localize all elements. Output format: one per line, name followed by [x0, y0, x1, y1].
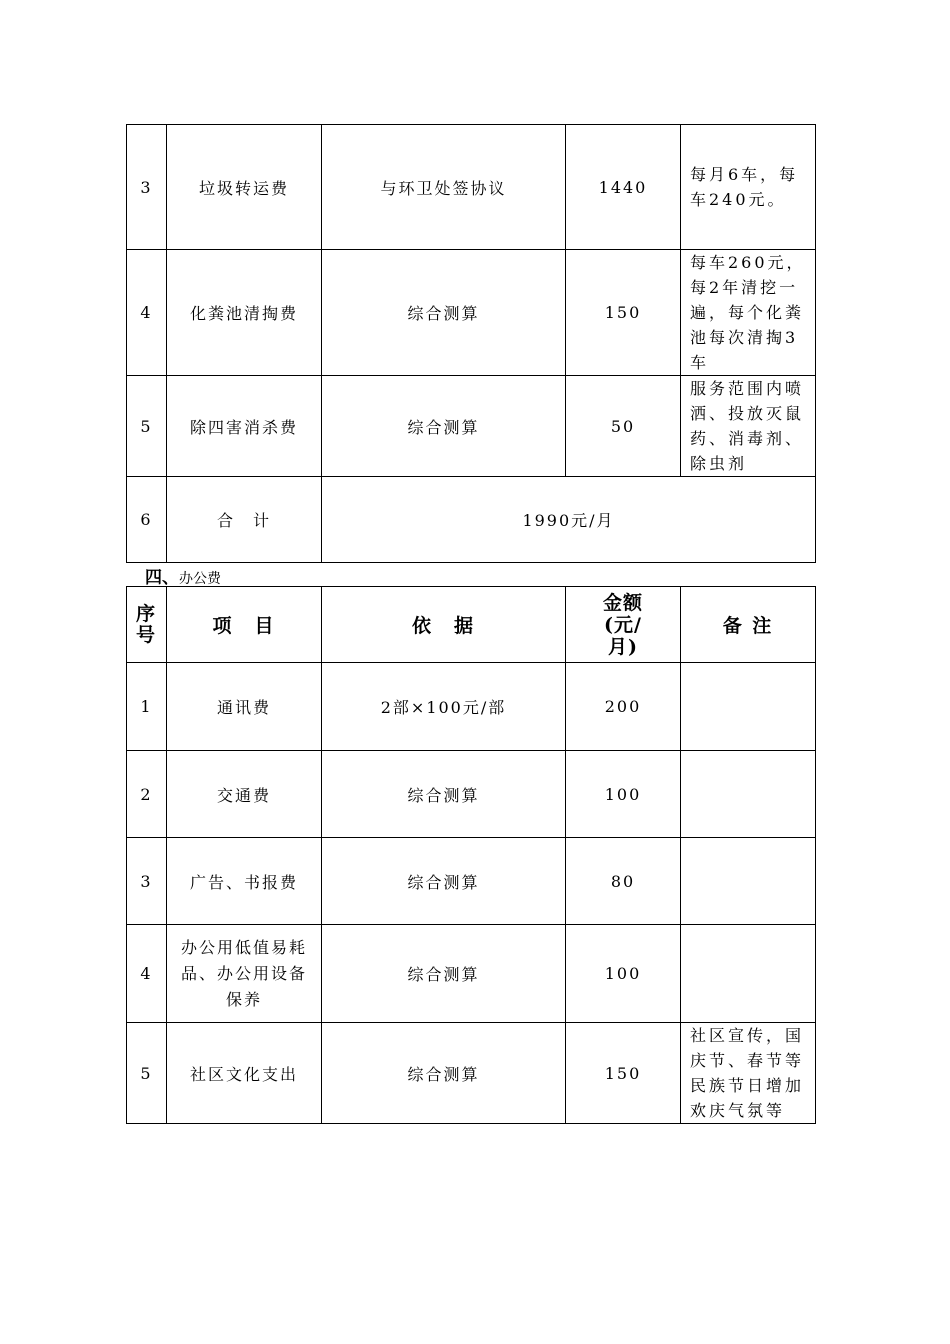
total-label: 合 计 [167, 477, 322, 563]
table-row [127, 376, 816, 477]
note [681, 663, 816, 751]
total-row [127, 477, 816, 563]
header-number: 序号 [127, 587, 167, 663]
item-name: 社区文化支出 [167, 1023, 322, 1124]
amount: 100 [566, 925, 681, 1023]
header-note: 备 注 [681, 587, 816, 663]
section-number: 四、 [145, 568, 179, 588]
basis: 综合测算 [322, 1023, 566, 1124]
basis: 综合测算 [322, 838, 566, 925]
office-expense-table [126, 586, 816, 1124]
item-name: 办公用低值易耗品、办公用设备保养 [167, 925, 322, 1023]
table-row [127, 838, 816, 925]
amount: 150 [566, 250, 681, 376]
note: 服务范围内喷洒、投放灭鼠药、消毒剂、除虫剂 [681, 376, 816, 477]
table-row [127, 925, 816, 1023]
note [681, 838, 816, 925]
total-value: 1990元/月 [322, 477, 816, 563]
item-name: 垃圾转运费 [167, 125, 322, 250]
item-name: 交通费 [167, 751, 322, 838]
basis: 综合测算 [322, 250, 566, 376]
cleaning-fee-table [126, 124, 816, 563]
amount: 50 [566, 376, 681, 477]
amount: 100 [566, 751, 681, 838]
table-row [127, 125, 816, 250]
row-number: 5 [127, 1023, 167, 1124]
row-number: 4 [127, 925, 167, 1023]
header-amount: 金额(元/月) [566, 587, 681, 663]
amount: 150 [566, 1023, 681, 1124]
basis: 综合测算 [322, 751, 566, 838]
table-row [127, 1023, 816, 1124]
row-number: 1 [127, 663, 167, 751]
note: 每车260元，每2年清挖一遍，每个化粪池每次清掏3车 [681, 250, 816, 376]
amount: 80 [566, 838, 681, 925]
note [681, 751, 816, 838]
row-number: 6 [127, 477, 167, 563]
amount: 1440 [566, 125, 681, 250]
row-number: 3 [127, 838, 167, 925]
item-name: 除四害消杀费 [167, 376, 322, 477]
basis: 与环卫处签协议 [322, 125, 566, 250]
note: 每月6车，每车240元。 [681, 125, 816, 250]
basis: 2部×100元/部 [322, 663, 566, 751]
table-header-row [127, 587, 816, 663]
row-number: 3 [127, 125, 167, 250]
item-name: 通讯费 [167, 663, 322, 751]
table-row [127, 663, 816, 751]
row-number: 2 [127, 751, 167, 838]
section-title: 办公费 [179, 571, 221, 587]
item-name: 广告、书报费 [167, 838, 322, 925]
note [681, 925, 816, 1023]
table-row [127, 751, 816, 838]
row-number: 5 [127, 376, 167, 477]
row-number: 4 [127, 250, 167, 376]
basis: 综合测算 [322, 925, 566, 1023]
header-item: 项 目 [167, 587, 322, 663]
header-basis: 依 据 [322, 587, 566, 663]
amount: 200 [566, 663, 681, 751]
section-heading [145, 563, 221, 588]
note: 社区宣传，国庆节、春节等民族节日增加欢庆气氛等 [681, 1023, 816, 1124]
table-row [127, 250, 816, 376]
basis: 综合测算 [322, 376, 566, 477]
item-name: 化粪池清掏费 [167, 250, 322, 376]
